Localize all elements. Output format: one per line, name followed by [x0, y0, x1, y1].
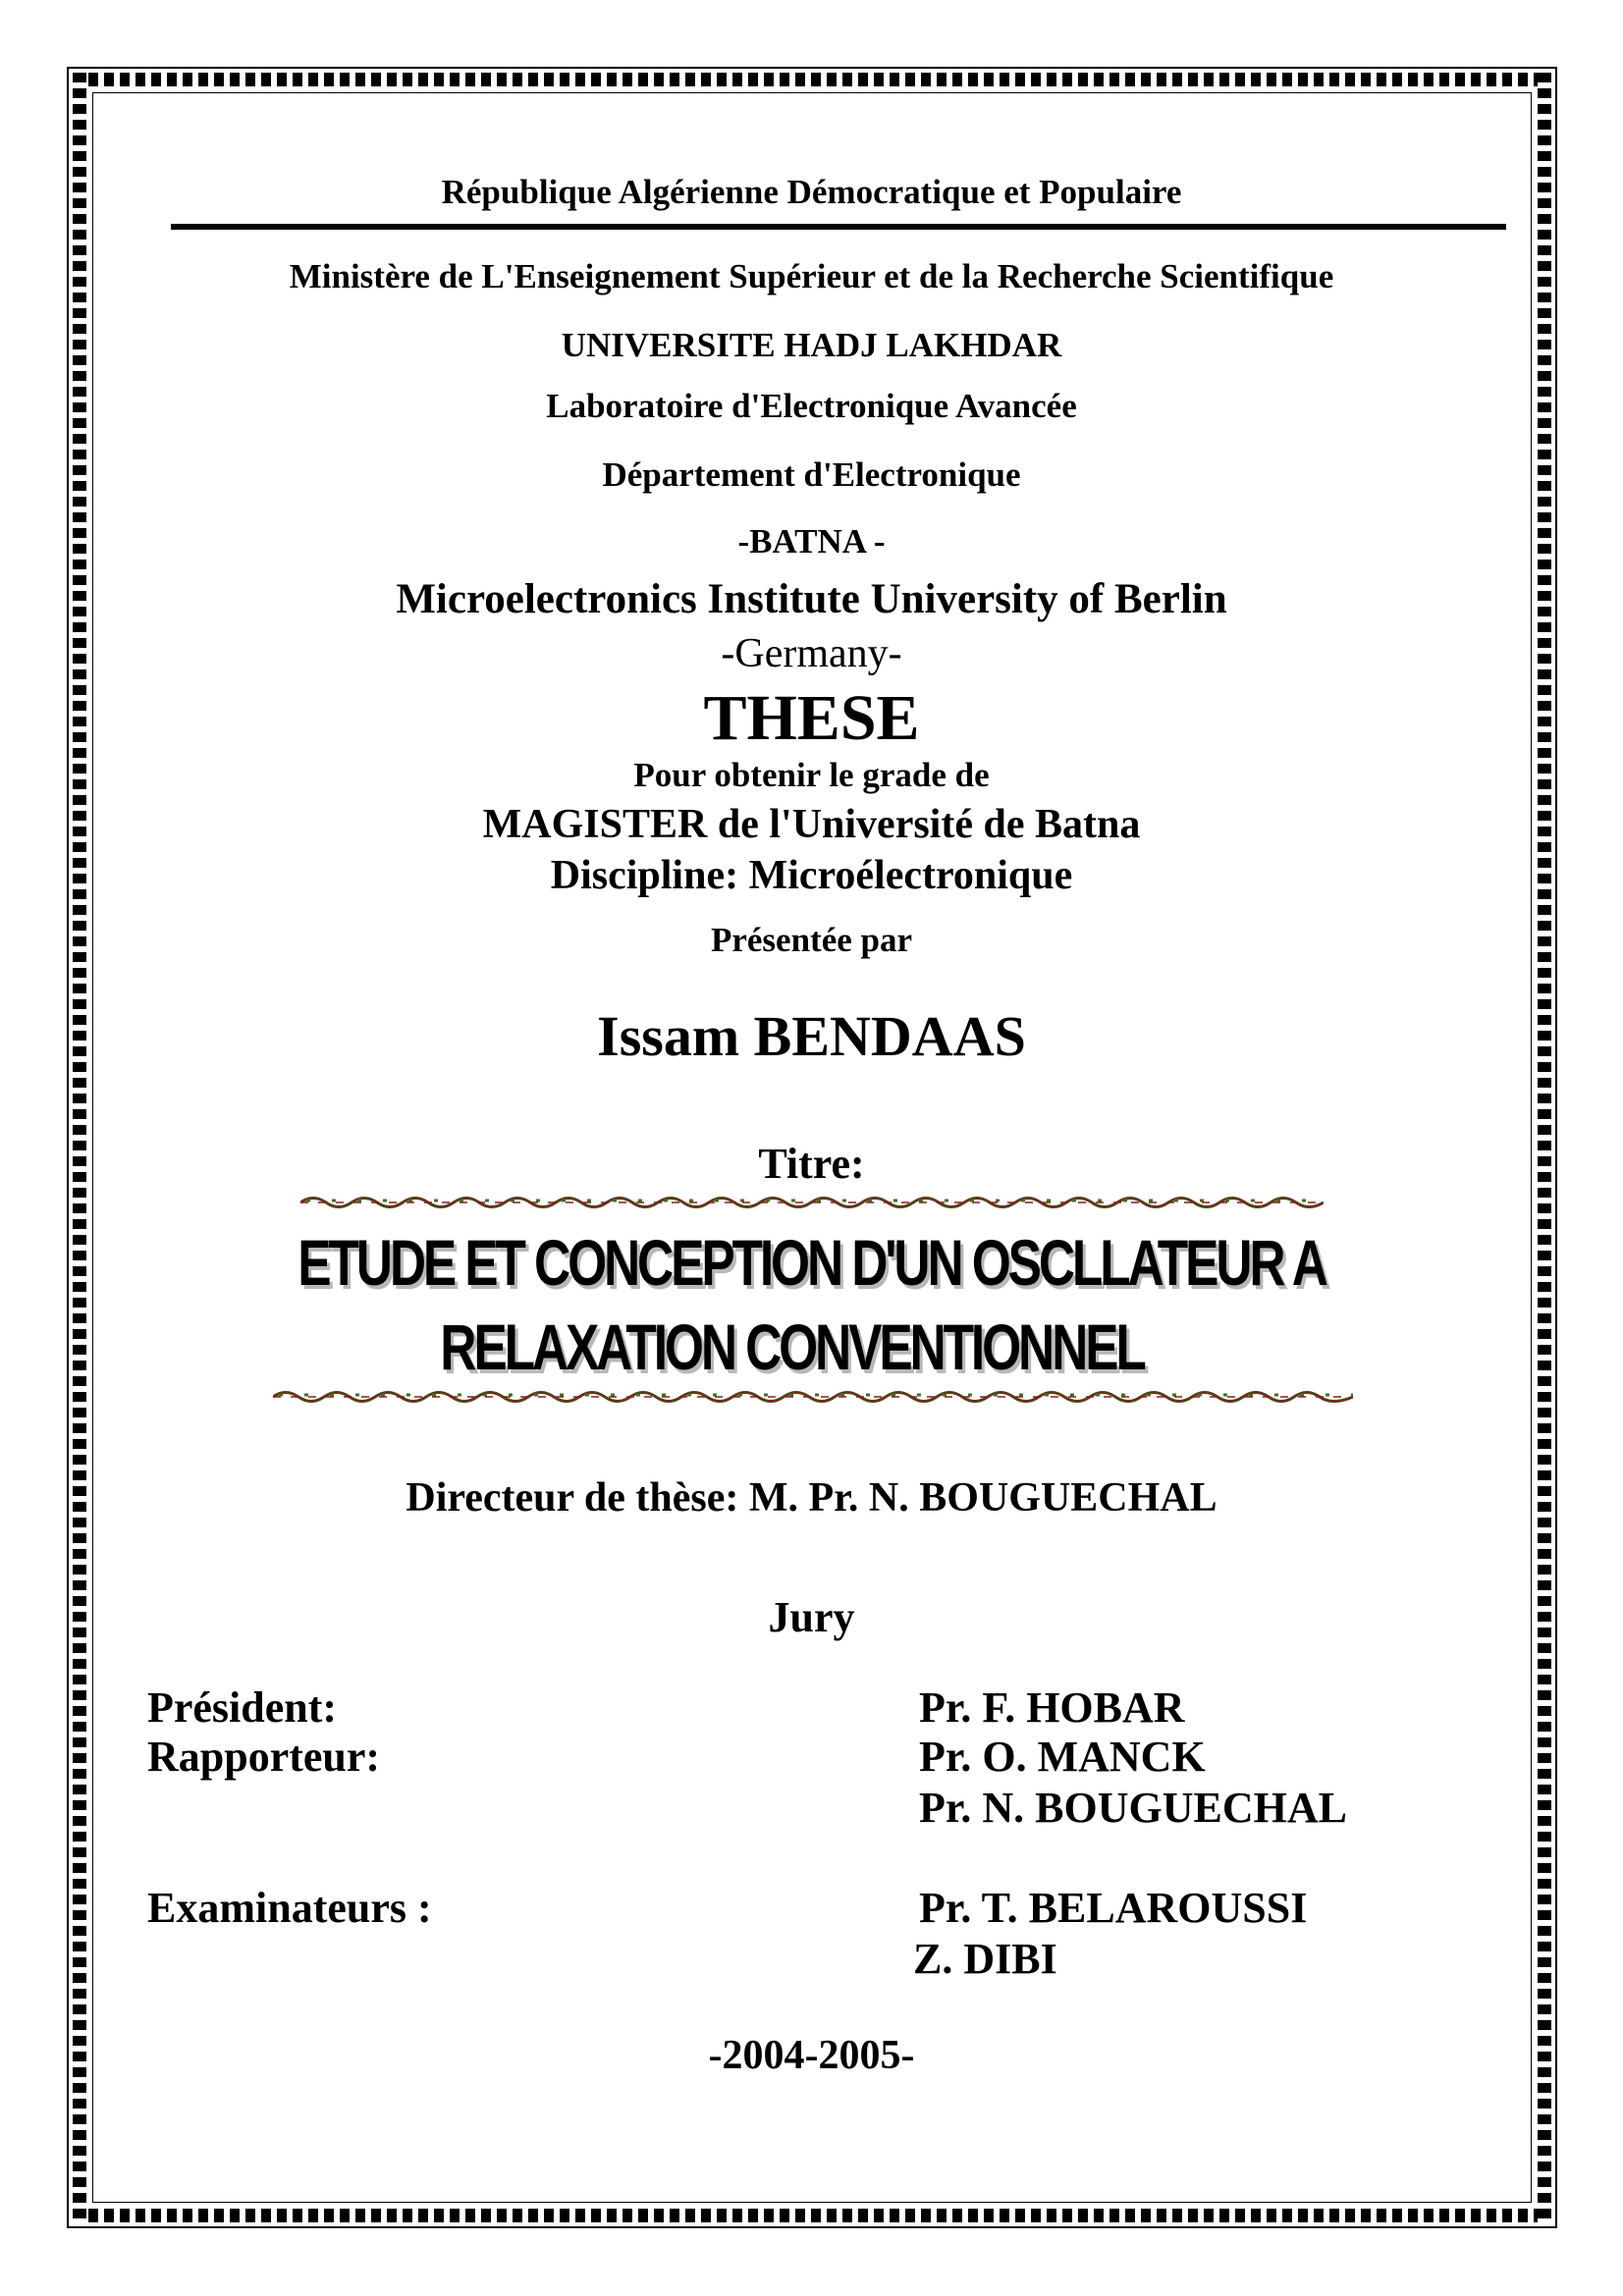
institute-name: Microelectronics Institute University of Berlin [396, 576, 1227, 622]
title-label: Titre: [758, 1140, 865, 1188]
jury-heading: Jury [768, 1593, 855, 1641]
jury-examinateurs-label: Examinateurs : [147, 1884, 432, 1932]
header-divider [171, 224, 1506, 230]
thesis-type: THESE [703, 682, 920, 754]
university-name: UNIVERSITE HADJ LAKHDAR [561, 326, 1062, 364]
city-name: -BATNA - [737, 522, 886, 561]
country-name: -Germany- [721, 631, 902, 676]
academic-year: -2004-2005- [708, 2033, 915, 2078]
thesis-director: Directeur de thèse: M. Pr. N. BOUGUECHAL [406, 1475, 1217, 1521]
author-name: Issam BENDAAS [597, 1004, 1026, 1068]
jury-rapporteur-label: Rapporteur: [147, 1733, 381, 1781]
republic-heading: République Algérienne Démocratique et Populaire [441, 173, 1182, 211]
thesis-title-line1: ETUDE ET CONCEPTION D'UN OSCLLATEUR A [298, 1226, 1325, 1299]
degree-name: MAGISTER de l'Université de Batna [482, 802, 1141, 847]
jury-examinateur-name-2: Z. DIBI [913, 1935, 1057, 1983]
laboratory-name: Laboratoire d'Electronique Avancée [546, 387, 1077, 425]
decorative-vine-top [300, 1194, 1324, 1211]
jury-examinateur-name-1: Pr. T. BELAROUSSI [919, 1884, 1308, 1932]
ministry-heading: Ministère de L'Enseignement Supérieur et de la Recherche Scientifique [289, 257, 1334, 295]
discipline: Discipline: Microélectronique [550, 853, 1073, 898]
degree-purpose: Pour obtenir le grade de [633, 756, 990, 794]
thesis-title-line2: RELAXATION CONVENTIONNEL [440, 1310, 1144, 1383]
jury-president-label: Président: [147, 1683, 338, 1732]
department-name: Département d'Electronique [602, 455, 1021, 494]
jury-rapporteur-name-2: Pr. N. BOUGUECHAL [919, 1784, 1347, 1832]
presented-by: Présentée par [710, 921, 913, 959]
jury-rapporteur-name-1: Pr. O. MANCK [919, 1733, 1206, 1781]
decorative-vine-bottom [273, 1388, 1353, 1406]
jury-president-name: Pr. F. HOBAR [919, 1683, 1185, 1732]
